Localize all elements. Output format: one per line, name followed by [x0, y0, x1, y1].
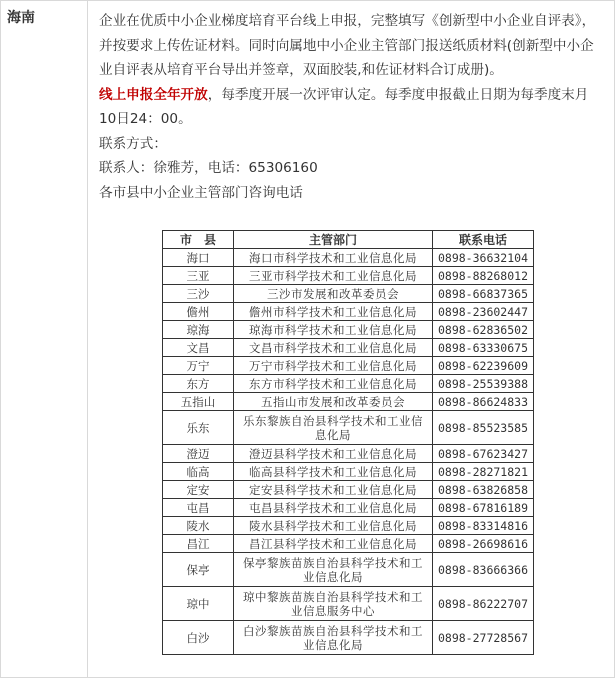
table-row: [163, 393, 534, 411]
city-cell: 陵水: [163, 517, 234, 535]
department-cell: 澄迈县科学技术和工业信息化局: [234, 445, 433, 463]
table-row: [163, 321, 534, 339]
region-cell: [1, 1, 88, 677]
department-cell: 保亭黎族苗族自治县科学技术和工业信息化局: [234, 553, 433, 587]
header-phone: 联系电话: [433, 231, 534, 249]
city-cell: 东方: [163, 375, 234, 393]
content-cell: [99, 9, 605, 205]
phone-cell: 0898-36632104: [433, 249, 534, 267]
phone-cell: 0898-83666366: [433, 553, 534, 587]
phone-cell: 0898-86222707: [433, 587, 534, 621]
contact-person: 联系人：徐雅芳，电话：65306160: [99, 160, 318, 176]
department-cell: 三沙市发展和改革委员会: [234, 285, 433, 303]
phone-cell: 0898-23602447: [433, 303, 534, 321]
department-contact-table: [162, 230, 534, 655]
department-cell: 万宁市科学技术和工业信息化局: [234, 357, 433, 375]
phone-cell: 0898-28271821: [433, 463, 534, 481]
table-row: [163, 553, 534, 587]
phone-cell: 0898-86624833: [433, 393, 534, 411]
city-cell: 保亭: [163, 553, 234, 587]
table-row: [163, 249, 534, 267]
phone-cell: 0898-25539388: [433, 375, 534, 393]
department-cell: 乐东黎族自治县科学技术和工业信息化局: [234, 411, 433, 445]
table-row: [163, 375, 534, 393]
city-cell: 定安: [163, 481, 234, 499]
department-cell: 屯昌县科学技术和工业信息化局: [234, 499, 433, 517]
table-row: [163, 267, 534, 285]
phone-cell: 0898-66837365: [433, 285, 534, 303]
table-row: [163, 411, 534, 445]
city-cell: 文昌: [163, 339, 234, 357]
phone-cell: 0898-63826858: [433, 481, 534, 499]
table-row: [163, 517, 534, 535]
county-phone-heading: 各市县中小企业主管部门咨询电话: [99, 184, 303, 201]
city-cell: 澄迈: [163, 445, 234, 463]
city-cell: 海口: [163, 249, 234, 267]
phone-cell: 0898-85523585: [433, 411, 534, 445]
phone-cell: 0898-62239609: [433, 357, 534, 375]
department-cell: 定安县科学技术和工业信息化局: [234, 481, 433, 499]
department-cell: 五指山市发展和改革委员会: [234, 393, 433, 411]
table-row: [163, 587, 534, 621]
table-row: [163, 499, 534, 517]
department-cell: 陵水县科学技术和工业信息化局: [234, 517, 433, 535]
table-row: [163, 535, 534, 553]
department-cell: 三亚市科学技术和工业信息化局: [234, 267, 433, 285]
department-cell: 海口市科学技术和工业信息化局: [234, 249, 433, 267]
department-cell: 文昌市科学技术和工业信息化局: [234, 339, 433, 357]
department-cell: 昌江县科学技术和工业信息化局: [234, 535, 433, 553]
department-cell: 临高县科学技术和工业信息化局: [234, 463, 433, 481]
phone-cell: 0898-62836502: [433, 321, 534, 339]
city-cell: 乐东: [163, 411, 234, 445]
table-header-row: [163, 231, 534, 249]
phone-cell: 0898-83314816: [433, 517, 534, 535]
table-row: [163, 463, 534, 481]
phone-cell: 0898-63330675: [433, 339, 534, 357]
department-cell: 白沙黎族苗族自治县科学技术和工业信息化局: [234, 621, 433, 655]
online-open-highlight: 线上申报全年开放: [99, 86, 208, 103]
phone-cell: 0898-27728567: [433, 621, 534, 655]
table-row: [163, 357, 534, 375]
department-cell: 琼中黎族苗族自治县科学技术和工业信息服务中心: [234, 587, 433, 621]
phone-cell: 0898-26698616: [433, 535, 534, 553]
city-cell: 琼海: [163, 321, 234, 339]
department-cell: 儋州市科学技术和工业信息化局: [234, 303, 433, 321]
schedule-paragraph: [99, 83, 605, 132]
department-cell: 琼海市科学技术和工业信息化局: [234, 321, 433, 339]
city-cell: 屯昌: [163, 499, 234, 517]
department-cell: 东方市科学技术和工业信息化局: [234, 375, 433, 393]
region-label: 海南: [7, 10, 35, 26]
schedule-text: ，每季度开展一次评审认定。每季度申报截止日期为每季度末月10日24：00。: [99, 86, 589, 127]
table-row: [163, 481, 534, 499]
city-cell: 儋州: [163, 303, 234, 321]
city-cell: 白沙: [163, 621, 234, 655]
application-paragraph: 企业在优质中小企业梯度培育平台线上申报，完整填写《创新型中小企业自评表》，并按要求上传佐证材料。同时向属地中小企业主管部门报送纸质材料(创新型中小企业自评表从培育平台导出并签章，双面胶装,和佐证材料合订成册)。: [99, 13, 596, 78]
table-row: [163, 285, 534, 303]
city-cell: 三沙: [163, 285, 234, 303]
phone-cell: 0898-67816189: [433, 499, 534, 517]
phone-cell: 0898-88268012: [433, 267, 534, 285]
table-row: [163, 303, 534, 321]
table-row: [163, 339, 534, 357]
city-cell: 昌江: [163, 535, 234, 553]
header-department: 主管部门: [234, 231, 433, 249]
phone-cell: 0898-67623427: [433, 445, 534, 463]
city-cell: 三亚: [163, 267, 234, 285]
city-cell: 五指山: [163, 393, 234, 411]
table-row: [163, 445, 534, 463]
header-city: 市 县: [163, 231, 234, 249]
city-cell: 临高: [163, 463, 234, 481]
contact-heading: 联系方式：: [99, 135, 167, 152]
city-cell: 琼中: [163, 587, 234, 621]
table-row: [163, 621, 534, 655]
city-cell: 万宁: [163, 357, 234, 375]
